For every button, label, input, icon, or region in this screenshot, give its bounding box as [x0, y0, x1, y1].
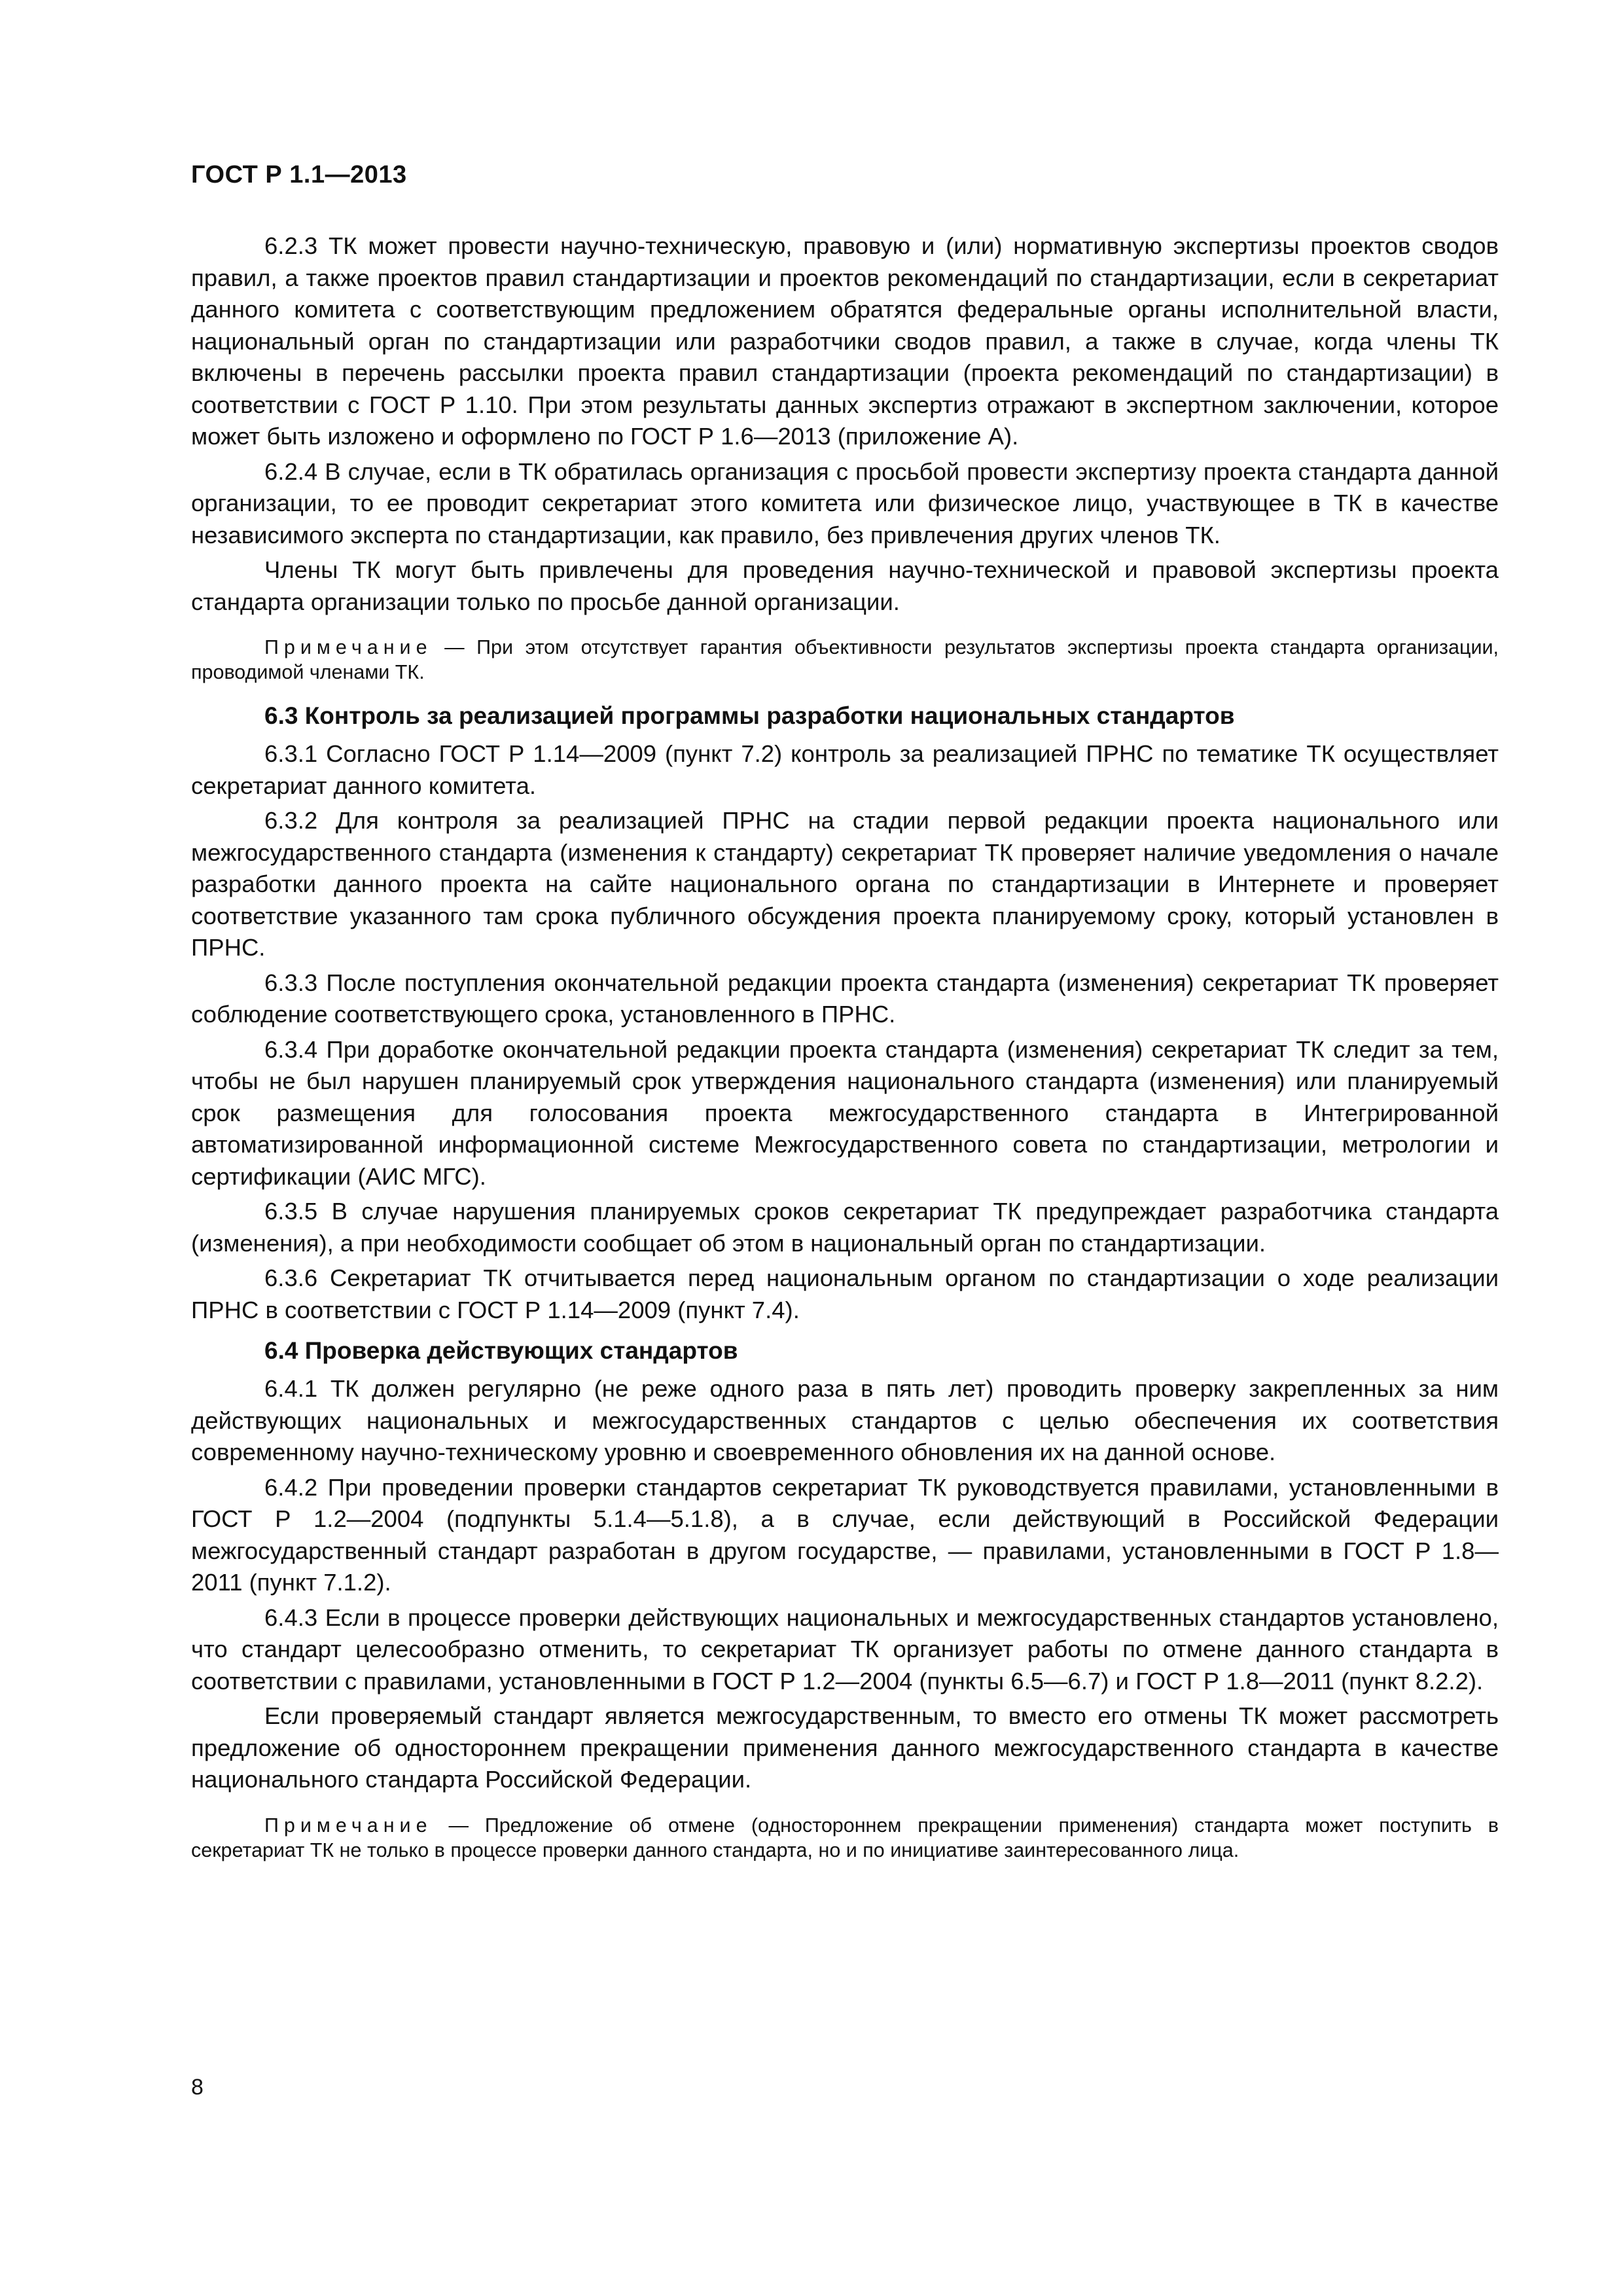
paragraph-6-4-2: 6.4.2 При проведении проверки стандартов секретариат ТК руководствуется правилами, установленными в ГОСТ Р 1.2—2004 (подпункты 5.1.4—5.1.8), а в случае, если действующий в Российской Федерации межгосударственный стандарт разработан в другом государстве, — правилами, установленными в ГОСТ Р 1.8—2011 (пункт 7.1.2). — [191, 1473, 1499, 1596]
paragraph-6-3-5: 6.3.5 В случае нарушения планируемых сроков секретариат ТК предупреждает разработчика стандарта (изменения), а при необходимости сообщает об этом в национальный орган по стандартизации. — [191, 1198, 1499, 1257]
note-1-label: Примечание — [264, 636, 433, 658]
paragraph-6-4-3-interstate: Если проверяемый стандарт является межгосударственным, то вместо его отмены ТК может рассмотреть предложение об одностороннем прекращении применения данного межгосударственного стандарта в качестве национального стандарта Российской Федерации. — [191, 1702, 1499, 1793]
section-heading-6-4: 6.4 Проверка действующих стандартов — [264, 1337, 738, 1364]
note-2-label: Примечание — [264, 1814, 433, 1837]
document-body — [191, 230, 1499, 1878]
note-2 — [191, 1813, 1499, 1863]
note-1-text: — При этом отсутствует гарантия объективности результатов экспертизы проекта стандарта организации, проводимой членами ТК. — [191, 636, 1499, 683]
section-heading-6-3: 6.3 Контроль за реализацией программы разработки национальных стандартов — [264, 702, 1235, 729]
paragraph-6-4-1: 6.4.1 ТК должен регулярно (не реже одного раза в пять лет) проводить проверку закрепленных за ним действующих национальных и межгосударственных стандартов с целью обеспечения их соответствия современному научно-техническому уровню и своевременного обновления их на данной основе. — [191, 1375, 1499, 1465]
paragraph-6-3-1: 6.3.1 Согласно ГОСТ Р 1.14—2009 (пункт 7.2) контроль за реализацией ПРНС по тематике ТК осуществляет секретариат данного комитета. — [191, 740, 1499, 799]
document-code-header: ГОСТ Р 1.1—2013 — [191, 161, 407, 188]
paragraph-6-4-3: 6.4.3 Если в процессе проверки действующих национальных и межгосударственных стандартов установлено, что стандарт целесообразно отменить, то секретариат ТК организует работы по отмене данного стандарта в соответствии с правилами, установленными в ГОСТ Р 1.2—2004 (пункты 6.5—6.7) и ГОСТ Р 1.8—2011 (пункт 8.2.2). — [191, 1604, 1499, 1695]
paragraph-6-3-2: 6.3.2 Для контроля за реализацией ПРНС на стадии первой редакции проекта национального или межгосударственного стандарта (изменения к стандарту) секретариат ТК проверяет наличие уведомления о начале разработки данного проекта на сайте национального органа по стандартизации в Интернете и проверяет соответствие указанного там срока публичного обсуждения проекта планируемому сроку, который установлен в ПРНС. — [191, 807, 1499, 961]
paragraph-6-3-4: 6.3.4 При доработке окончательной редакции проекта стандарта (изменения) секретариат ТК следит за тем, чтобы не был нарушен планируемый срок утверждения национального стандарта (изменения) или планируемый срок размещения для голосования проекта межгосударственного стандарта в Интегрированной автоматизированной информационной системе Межгосударственного совета по стандартизации, метрологии и сертификации (АИС МГС). — [191, 1035, 1499, 1190]
note-1 — [191, 635, 1499, 685]
paragraph-6-3-3: 6.3.3 После поступления окончательной редакции проекта стандарта (изменения) секретариат ТК проверяет соблюдение соответствующего срока, установленного в ПРНС. — [191, 969, 1499, 1028]
paragraph-6-3-6: 6.3.6 Секретариат ТК отчитывается перед национальным органом по стандартизации о ходе реализации ПРНС в соответствии с ГОСТ Р 1.14—2009 (пункт 7.4). — [191, 1265, 1499, 1323]
paragraph-6-2-3: 6.2.3 ТК может провести научно-техническую, правовую и (или) нормативную экспертизы проектов сводов правил, а также проектов правил стандартизации и проектов рекомендаций по стандартизации, если в секретариат данного комитета с соответствующим предложением обратятся федеральные органы исполнительной власти, национальный орган по стандартизации или разработчики сводов правил, а также в случае, когда члены ТК включены в перечень рассылки проекта правил стандартизации (проекта рекомендаций по стандартизации) в соответствии с ГОСТ Р 1.10. При этом результаты данных экспертиз отражают в экспертном заключении, которое может быть изложено и оформлено по ГОСТ Р 1.6—2013 (приложение А). — [191, 232, 1499, 450]
paragraph-6-2-4-members: Члены ТК могут быть привлечены для проведения научно-технической и правовой экспертизы проекта стандарта организации только по просьбе данной организации. — [191, 556, 1499, 615]
page-number: 8 — [191, 2075, 204, 2100]
paragraph-6-2-4: 6.2.4 В случае, если в ТК обратилась организация с просьбой провести экспертизу проекта стандарта данной организации, то ее проводит секретариат этого комитета или физическое лицо, участвующее в ТК в качестве независимого эксперта по стандартизации, как правило, без привлечения других членов ТК. — [191, 457, 1499, 548]
note-2-text: — Предложение об отмене (одностороннем прекращении применения) стандарта может поступить в секретариат ТК не только в процессе проверки данного стандарта, но и по инициативе заинтересованного лица. — [191, 1814, 1499, 1861]
